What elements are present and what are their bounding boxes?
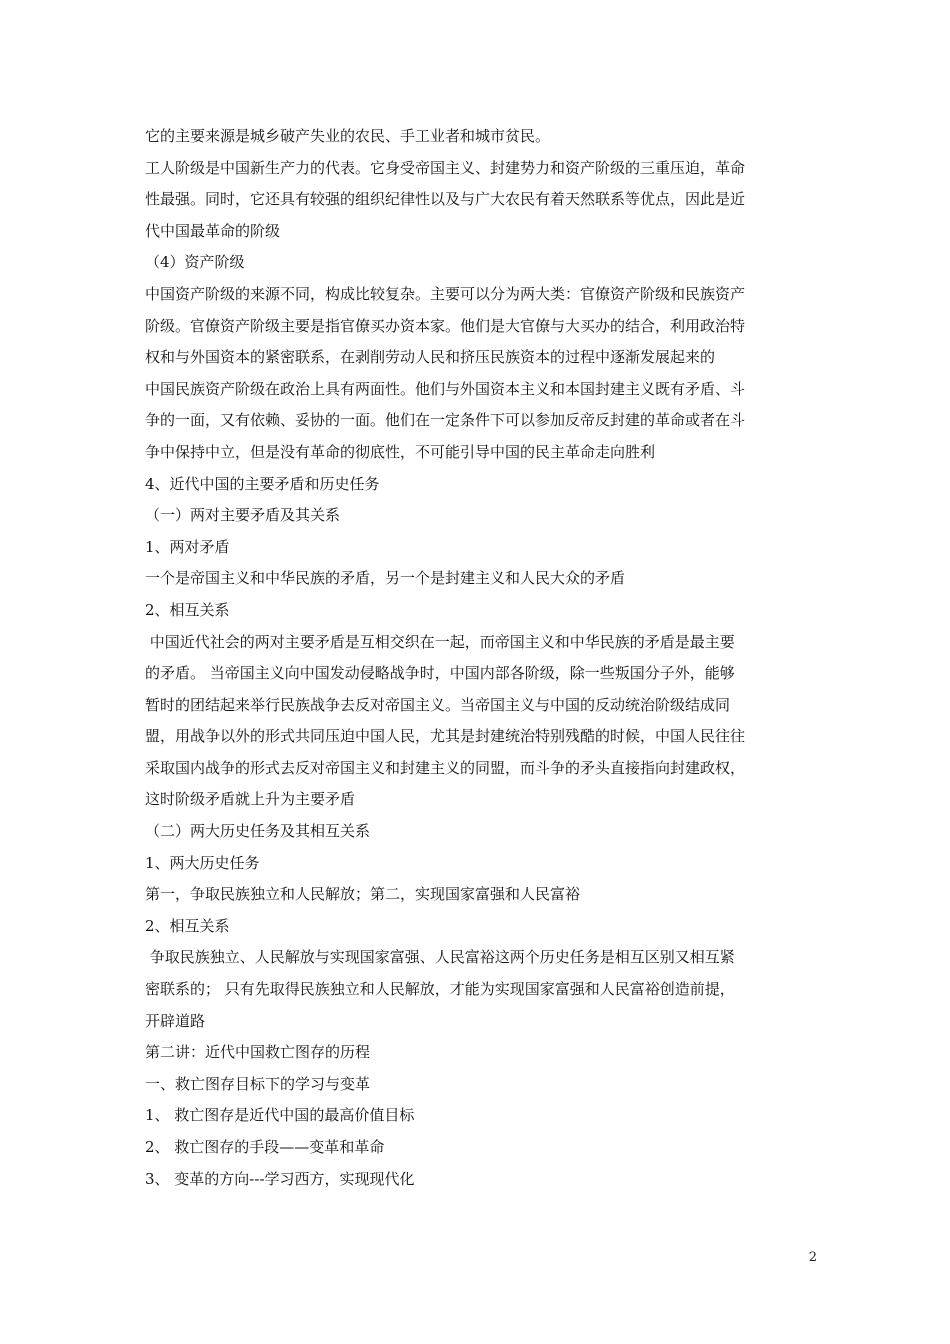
text-line: 第一，争取民族独立和人民解放；第二，实现国家富强和人民富裕 [145, 885, 581, 904]
text-line: 这时阶级矛盾就上升为主要矛盾 [145, 790, 356, 809]
text-line: 中国民族资产阶级在政治上具有两面性。他们与外国资本主义和本国封建主义既有矛盾、斗 [145, 379, 746, 398]
section-heading: （4）资产阶级 [145, 253, 245, 272]
text-line: 性最强。同时，它还具有较强的组织纪律性以及与广大农民有着天然联系等优点，因此是近 [145, 190, 746, 209]
text-line: 代中国最革命的阶级 [145, 221, 281, 240]
text-line: 它的主要来源是城乡破产失业的农民、手工业者和城市贫民。 [145, 127, 551, 145]
section-heading: 4、近代中国的主要矛盾和历史任务 [145, 474, 380, 493]
text-line: 采取国内战争的形式去反对帝国主义和封建主义的同盟，而斗争的矛头直接指向封建政权， [145, 758, 746, 777]
text-line: 争的一面，又有依赖、妥协的一面。他们在一定条件下可以参加反帝反封建的革命或者在斗 [145, 411, 746, 430]
text-line: 中国近代社会的两对主要矛盾是互相交织在一起，而帝国主义和中华民族的矛盾是最主要 [145, 632, 735, 651]
subsection-heading: 2、相互关系 [145, 600, 230, 619]
text-line: 密联系的； 只有先取得民族独立和人民解放，才能为实现国家富强和人民富裕创造前提， [145, 980, 735, 999]
text-line: 阶级。官僚资产阶级主要是指官僚买办资本家。他们是大官僚与大买办的结合，利用政治特 [145, 316, 746, 335]
subsection-heading: 1、两对矛盾 [145, 537, 230, 556]
section-heading: 一、救亡图存目标下的学习与变革 [145, 1074, 371, 1093]
text-line: 的矛盾。 当帝国主义向中国发动侵略战争时，中国内部各阶级，除一些叛国分子外，能够 [145, 664, 735, 683]
subsection-heading: （一）两对主要矛盾及其关系 [145, 506, 341, 525]
subsection-heading: 2、相互关系 [145, 916, 230, 935]
list-item: 3、 变革的方向---学习西方，实现现代化 [145, 1169, 415, 1188]
lecture-title: 第二讲：近代中国救亡图存的历程 [145, 1043, 371, 1062]
text-line: 权和与外国资本的紧密联系，在剥削劳动人民和挤压民族资本的过程中逐渐发展起来的 [145, 348, 716, 367]
text-line: 开辟道路 [145, 1011, 206, 1030]
page-body-text [145, 121, 810, 1195]
page-number: 2 [808, 1250, 817, 1265]
subsection-heading: （二）两大历史任务及其相互关系 [145, 822, 371, 841]
text-line: 争中保持中立，但是没有革命的彻底性，不可能引导中国的民主革命走向胜利 [145, 442, 656, 461]
list-item: 1、 救亡图存是近代中国的最高价值目标 [145, 1106, 415, 1125]
text-line: 一个是帝国主义和中华民族的矛盾，另一个是封建主义和人民大众的矛盾 [145, 569, 626, 588]
text-line: 争取民族独立、人民解放与实现国家富强、人民富裕这两个历史任务是相互区别又相互紧 [145, 948, 735, 967]
list-item: 2、 救亡图存的手段——变革和革命 [145, 1138, 385, 1156]
text-line: 中国资产阶级的来源不同，构成比较复杂。主要可以分为两大类：官僚资产阶级和民族资产 [145, 284, 746, 303]
text-line: 暂时的团结起来举行民族战争去反对帝国主义。当帝国主义与中国的反动统治阶级结成同 [145, 695, 731, 714]
subsection-heading: 1、两大历史任务 [145, 853, 260, 872]
text-line: 盟，用战争以外的形式共同压迫中国人民，尤其是封建统治特别残酷的时候，中国人民往往 [145, 727, 746, 746]
text-line: 工人阶级是中国新生产力的代表。它身受帝国主义、封建势力和资产阶级的三重压迫，革命 [145, 158, 746, 177]
